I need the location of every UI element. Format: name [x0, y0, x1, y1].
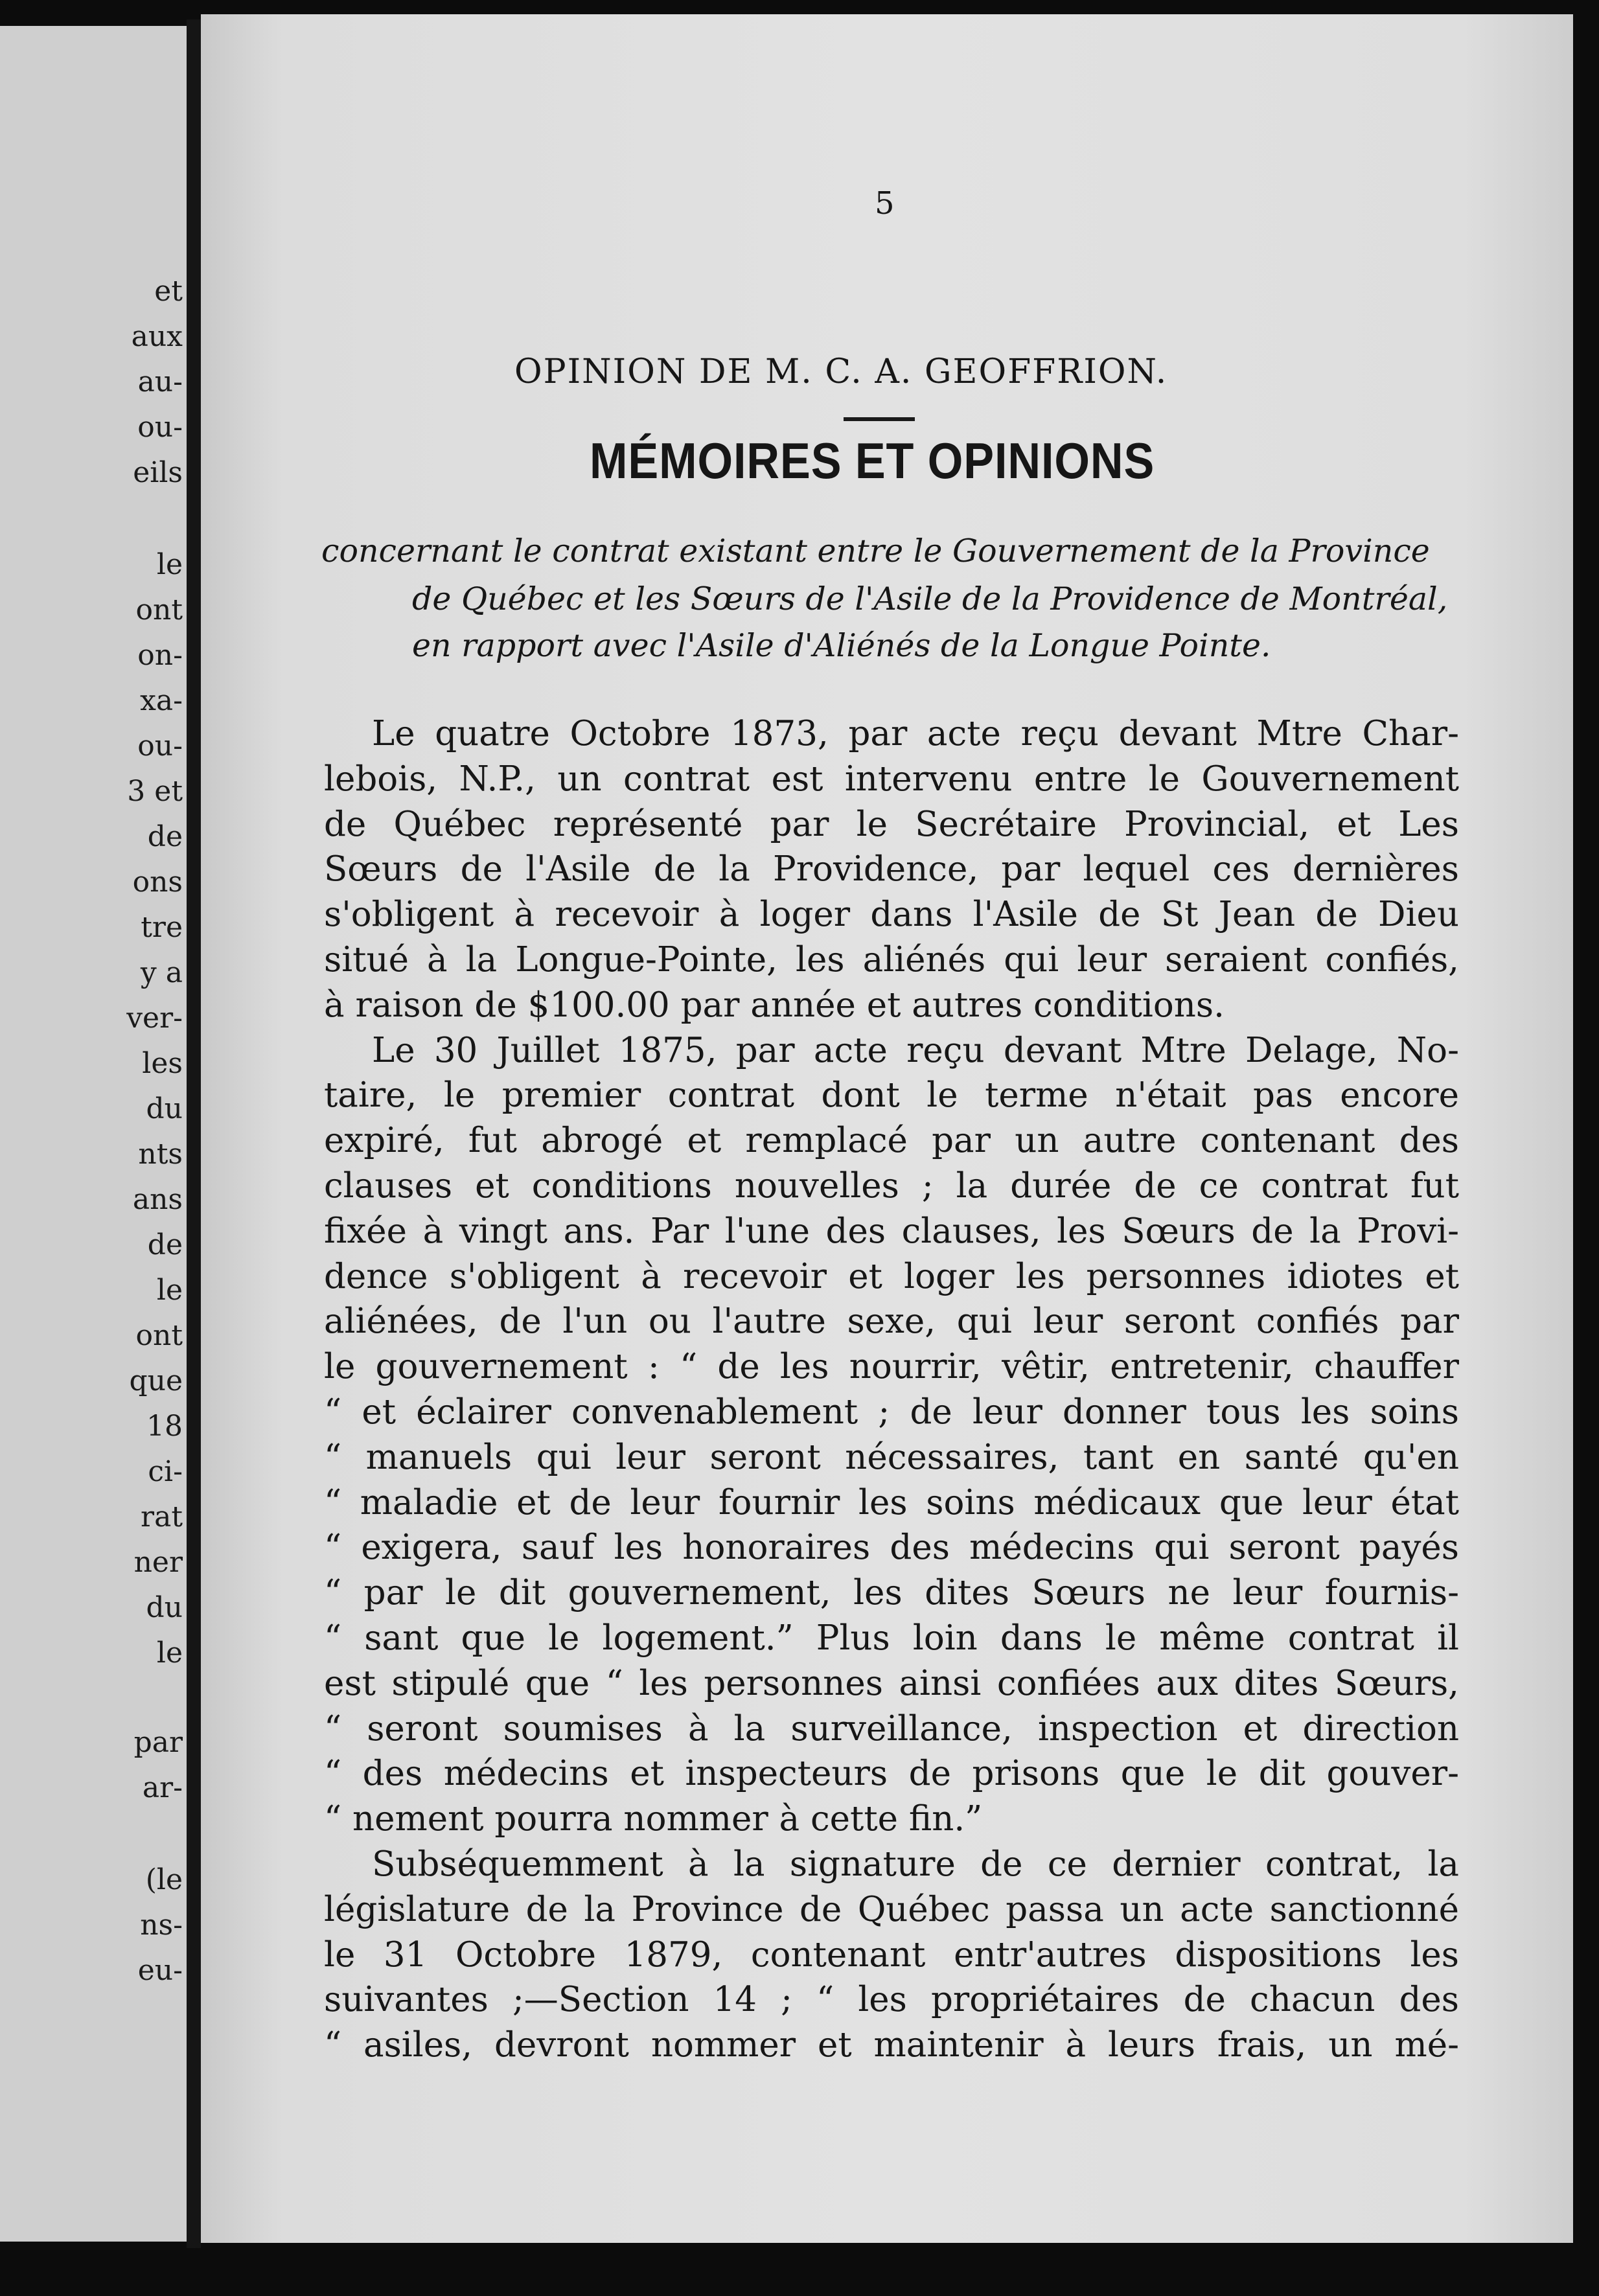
facing-page-line: aux	[131, 320, 183, 353]
facing-page-line: xa-	[140, 684, 183, 717]
body-line: aliénées, de l'un ou l'autre sexe, qui leur seront confiés par	[324, 1302, 1459, 1342]
facing-page-line: de	[147, 820, 183, 853]
facing-page-line: ou-	[137, 729, 183, 763]
facing-page-line: ons	[132, 866, 183, 899]
facing-page-line: ver-	[126, 1002, 183, 1035]
body-line: lebois, N.P., un contrat est intervenu entre le Gouvernement	[324, 759, 1459, 799]
body-line: “ des médecins et inspecteurs de prisons que le dit gouver-	[324, 1754, 1459, 1794]
body-line: Subséquemment à la signature de ce dernier contrat, la	[372, 1844, 1459, 1884]
facing-page-line: eils	[133, 456, 183, 489]
body-line: Sœurs de l'Asile de la Providence, par lequel ces dernières	[324, 849, 1459, 890]
page-gutter	[187, 19, 201, 2248]
facing-page-line: le	[156, 548, 183, 581]
facing-page-line: 3 et	[127, 775, 183, 808]
facing-page-fragment	[0, 26, 187, 2242]
facing-page-line: (le	[145, 1863, 183, 1896]
facing-page-line: y a	[140, 956, 183, 989]
facing-page-line: le	[156, 1636, 183, 1670]
facing-page-line: les	[142, 1047, 183, 1080]
body-line: le gouvernement : “ de les nourrir, vêtir, entretenir, chauffer	[324, 1347, 1459, 1387]
title-rule	[844, 417, 915, 421]
body-line: Le 30 Juillet 1875, par acte reçu devant Mtre Delage, No-	[372, 1030, 1459, 1070]
running-title: OPINION DE M. C. A. GEOFFRION.	[514, 352, 1168, 391]
body-text	[324, 711, 1459, 2068]
body-line: fixée à vingt ans. Par l'une des clauses, les Sœurs de la Provi-	[324, 1211, 1459, 1251]
body-line: Le quatre Octobre 1873, par acte reçu devant Mtre Char-	[372, 714, 1459, 753]
facing-page-line: ner	[133, 1546, 183, 1579]
body-line: clauses et conditions nouvelles ; la durée de ce contrat fut	[324, 1165, 1459, 1206]
facing-page-line: le	[156, 1274, 183, 1307]
body-line: “ maladie et de leur fournir les soins médicaux que leur état	[324, 1482, 1459, 1522]
facing-page-line: que	[129, 1364, 183, 1397]
facing-page-line: par	[133, 1726, 183, 1759]
facing-page-line: ont	[135, 1319, 183, 1352]
body-line: situé à la Longue-Pointe, les aliénés qui leur seraient confiés,	[324, 939, 1459, 980]
body-line: est stipulé que “ les personnes ainsi confiées aux dites Sœurs,	[324, 1663, 1459, 1703]
facing-page-line: eu-	[137, 1954, 183, 1987]
scan-border	[1573, 0, 1599, 2296]
body-line: “ nement pourra nommer à cette fin.”	[324, 1799, 983, 1839]
facing-page-line: 18	[146, 1410, 183, 1443]
body-line: le 31 Octobre 1879, contenant entr'autres dispositions les	[324, 1934, 1459, 1975]
body-line: “ et éclairer convenablement ; de leur donner tous les soins	[324, 1392, 1459, 1432]
subtitle-line: concernant le contrat existant entre le Gouvernement de la Province	[321, 533, 1430, 569]
facing-page-line: ans	[132, 1183, 183, 1216]
body-line: taire, le premier contrat dont le terme n'était pas encore	[324, 1075, 1459, 1116]
facing-page-line: nts	[138, 1138, 183, 1171]
facing-page-line: ar-	[142, 1771, 183, 1804]
facing-page-line: tre	[141, 911, 183, 944]
body-line: “ sant que le logement.” Plus loin dans le même contrat il	[324, 1618, 1459, 1658]
facing-page-line: et	[154, 275, 183, 308]
facing-page-line: on-	[137, 639, 183, 672]
body-line: s'obligent à recevoir à loger dans l'Asile de St Jean de Dieu	[324, 895, 1459, 935]
page-number: 5	[875, 185, 895, 222]
body-line: “ seront soumises à la surveillance, inspection et direction	[324, 1708, 1459, 1749]
facing-page-line: ou-	[137, 411, 183, 444]
facing-page-line: au-	[137, 365, 183, 398]
subtitle-line: de Québec et les Sœurs de l'Asile de la Providence de Montréal,	[412, 580, 1448, 617]
facing-page-line: ont	[135, 593, 183, 626]
body-line: dence s'obligent à recevoir et loger les personnes idiotes et	[324, 1256, 1459, 1296]
body-line: “ exigera, sauf les honoraires des médecins qui seront payés	[324, 1528, 1459, 1568]
facing-page-line: du	[146, 1591, 183, 1624]
body-line: “ asiles, devront nommer et maintenir à leurs frais, un mé-	[324, 2025, 1459, 2065]
facing-page-line: de	[147, 1228, 183, 1261]
body-line: expiré, fut abrogé et remplacé par un autre contenant des	[324, 1121, 1459, 1161]
facing-page-line: ci-	[148, 1455, 183, 1488]
body-line: à raison de $100.00 par année et autres conditions.	[324, 985, 1225, 1025]
facing-page-line: du	[146, 1092, 183, 1125]
body-line: “ manuels qui leur seront nécessaires, tant en santé qu'en	[324, 1437, 1459, 1477]
main-title: MÉMOIRES ET OPINIONS	[590, 432, 1155, 489]
body-line: de Québec représenté par le Secrétaire Provincial, et Les	[324, 804, 1459, 844]
body-line: suivantes ;—Section 14 ; “ les propriétaires de chacun des	[324, 1980, 1459, 2020]
facing-page-line: ns-	[140, 1909, 183, 1942]
body-line: “ par le dit gouvernement, les dites Sœurs ne leur fournis-	[324, 1573, 1459, 1613]
body-line: législature de la Province de Québec passa un acte sanctionné	[324, 1889, 1459, 1929]
facing-page-line: rat	[141, 1500, 183, 1533]
subtitle-line: en rapport avec l'Asile d'Aliénés de la Longue Pointe.	[412, 627, 1271, 664]
